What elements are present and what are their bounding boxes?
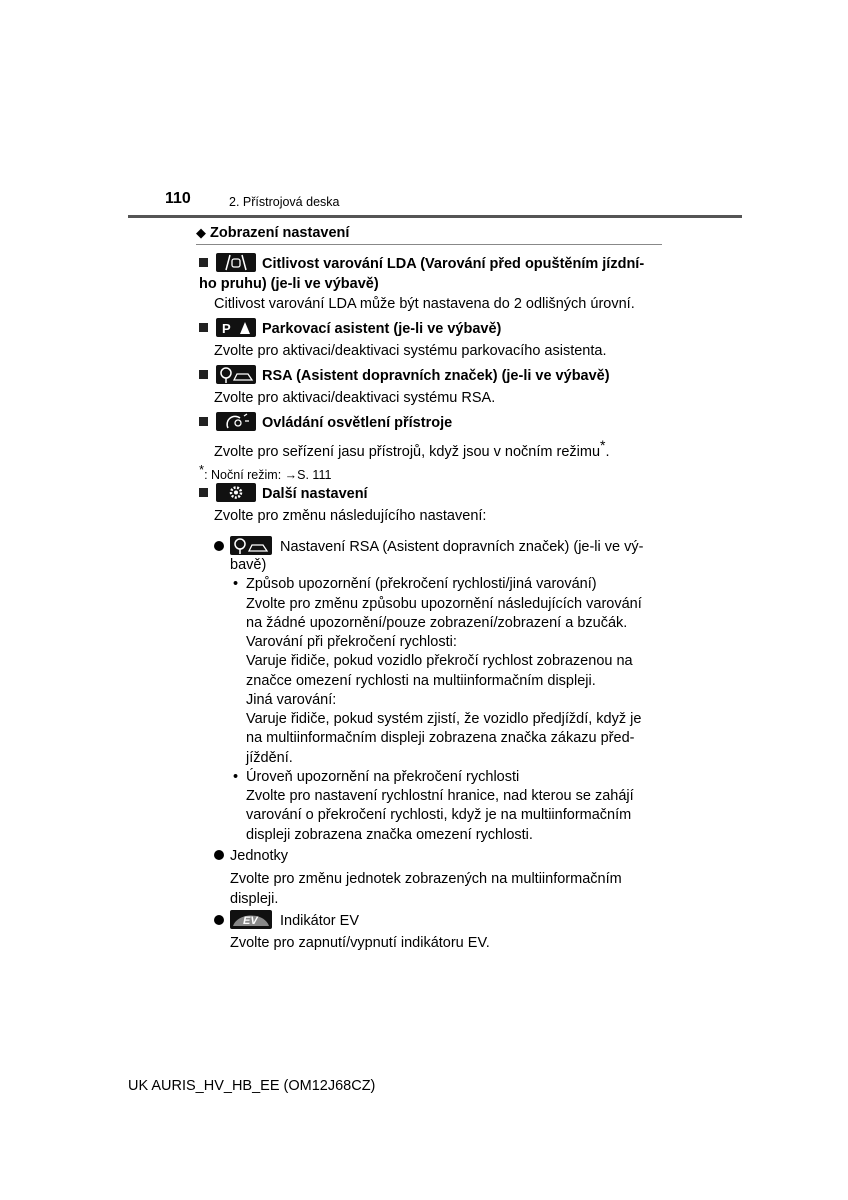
- rsa-bullet2-title: Úroveň upozornění na překročení rychlosti: [246, 769, 520, 785]
- rsa-bullet1-line: Varování při překročení rychlosti:: [246, 634, 457, 650]
- item-other-settings-title-text: Další nastavení: [262, 486, 368, 502]
- square-bullet: [199, 323, 208, 332]
- subitem-ev-title-text: Indikátor EV: [280, 913, 359, 929]
- footnote-text: : Noční režim: →S. 111: [204, 468, 332, 483]
- round-bullet: [214, 541, 224, 551]
- subitem-units-desc-line2: displeji.: [230, 891, 279, 907]
- square-bullet: [199, 417, 208, 426]
- item-other-settings-title: [199, 483, 661, 504]
- subitem-ev-title: [214, 910, 660, 931]
- footnote-star: *: [199, 462, 205, 477]
- rsa-bullet2-line: displeji zobrazena značka omezení rychlosti.: [246, 827, 533, 843]
- item-lda-title-line2: ho pruhu) (je-li ve výbavě): [199, 276, 379, 292]
- document-code: UK AURIS_HV_HB_EE (OM12J68CZ): [128, 1078, 376, 1094]
- rsa-bullet2-line: Zvolte pro nastavení rychlostní hranice, nad kterou se zahájí: [246, 788, 634, 804]
- rsa-bullet1-line: Varuje řidiče, pokud systém zjistí, že vozidlo předjíždí, když je: [246, 711, 642, 727]
- dash-bullet: •: [233, 576, 239, 592]
- item-lda-title: [199, 253, 661, 294]
- road-sign-assist-icon: [230, 536, 272, 555]
- ev-icon-text: EV: [243, 915, 258, 927]
- item-brightness-desc: Zvolte pro seřízení jasu přístrojů, když jsou v nočním režimu*.: [214, 437, 610, 460]
- subitem-units-title: [214, 847, 660, 866]
- rsa-bullet1-line: značce omezení rychlosti na multiinformačním displeji.: [246, 673, 596, 689]
- item-rsa-desc: Zvolte pro aktivaci/deaktivaci systému RSA.: [214, 390, 496, 406]
- item-parking-title: [199, 318, 661, 339]
- subitem-units-desc-line1: Zvolte pro změnu jednotek zobrazených na multiinformačním: [230, 871, 622, 887]
- road-sign-assist-icon: [216, 365, 256, 384]
- section-title: [196, 225, 349, 241]
- square-bullet: [199, 488, 208, 497]
- item-brightness-desc-text: Zvolte pro seřízení jasu přístrojů, když jsou v nočním režimu: [214, 443, 601, 460]
- subitem-rsa-title-line1: Nastavení RSA (Asistent dopravních značek) (je-li ve vý-: [280, 539, 644, 555]
- subitem-rsa-settings-title: [214, 536, 660, 557]
- section-rule: [196, 244, 662, 245]
- round-bullet: [214, 915, 224, 925]
- diamond-icon: ◆: [196, 225, 206, 240]
- item-brightness-title-text: Ovládání osvětlení přístroje: [262, 415, 453, 431]
- rsa-bullet1-line: Zvolte pro změnu způsobu upozornění následujících varování: [246, 596, 642, 612]
- chapter-title: 2. Přístrojová deska: [229, 195, 340, 209]
- ev-indicator-icon: [230, 910, 272, 929]
- gear-icon: [216, 483, 256, 502]
- dash-bullet: •: [233, 769, 239, 785]
- item-lda-desc: Citlivost varování LDA může být nastavena do 2 odlišných úrovní.: [214, 296, 635, 312]
- rsa-bullet1-title: Způsob upozornění (překročení rychlosti/jiná varování): [246, 576, 597, 592]
- item-other-settings-desc: Zvolte pro změnu následujícího nastavení:: [214, 508, 487, 524]
- lane-departure-icon: [216, 253, 256, 272]
- round-bullet: [214, 850, 224, 860]
- rsa-bullet1-line: na žádné upozornění/pouze zobrazení/zobrazení a bzučák.: [246, 615, 628, 631]
- footnote: [199, 462, 331, 482]
- rsa-bullet1-line: Jiná varování:: [246, 692, 337, 708]
- header-rule: [128, 215, 742, 218]
- square-bullet: [199, 258, 208, 267]
- item-lda-title-line1: Citlivost varování LDA (Varování před opuštěním jízdní-: [262, 256, 645, 272]
- footnote-marker: *: [600, 437, 606, 453]
- subitem-units-title-text: Jednotky: [230, 848, 289, 864]
- item-rsa-title-text: RSA (Asistent dopravních značek) (je-li ve výbavě): [262, 368, 610, 384]
- rsa-bullet1-line: Varuje řidiče, pokud vozidlo překročí rychlost zobrazenou na: [246, 653, 633, 669]
- square-bullet: [199, 370, 208, 379]
- item-parking-desc: Zvolte pro aktivaci/deaktivaci systému parkovacího asistenta.: [214, 343, 607, 359]
- item-rsa-title: [199, 365, 661, 386]
- item-parking-title-text: Parkovací asistent (je-li ve výbavě): [262, 321, 502, 337]
- section-title-text: Zobrazení nastavení: [210, 225, 350, 241]
- rsa-bullet1-line: na multiinformačním displeji zobrazena značka zákazu před-: [246, 730, 635, 746]
- rsa-bullet1-line: jíždění.: [246, 750, 293, 766]
- subitem-rsa-title-line2: bavě): [230, 557, 267, 573]
- svg-text:P: P: [222, 321, 231, 336]
- parking-assist-icon: [216, 318, 256, 337]
- rsa-bullet2-line: varování o překročení rychlosti, když je na multiinformačním: [246, 807, 632, 823]
- item-brightness-title: [199, 412, 661, 433]
- brightness-icon: [216, 412, 256, 431]
- page-number: 110: [165, 190, 191, 207]
- subitem-ev-desc: Zvolte pro zapnutí/vypnutí indikátoru EV.: [230, 935, 490, 951]
